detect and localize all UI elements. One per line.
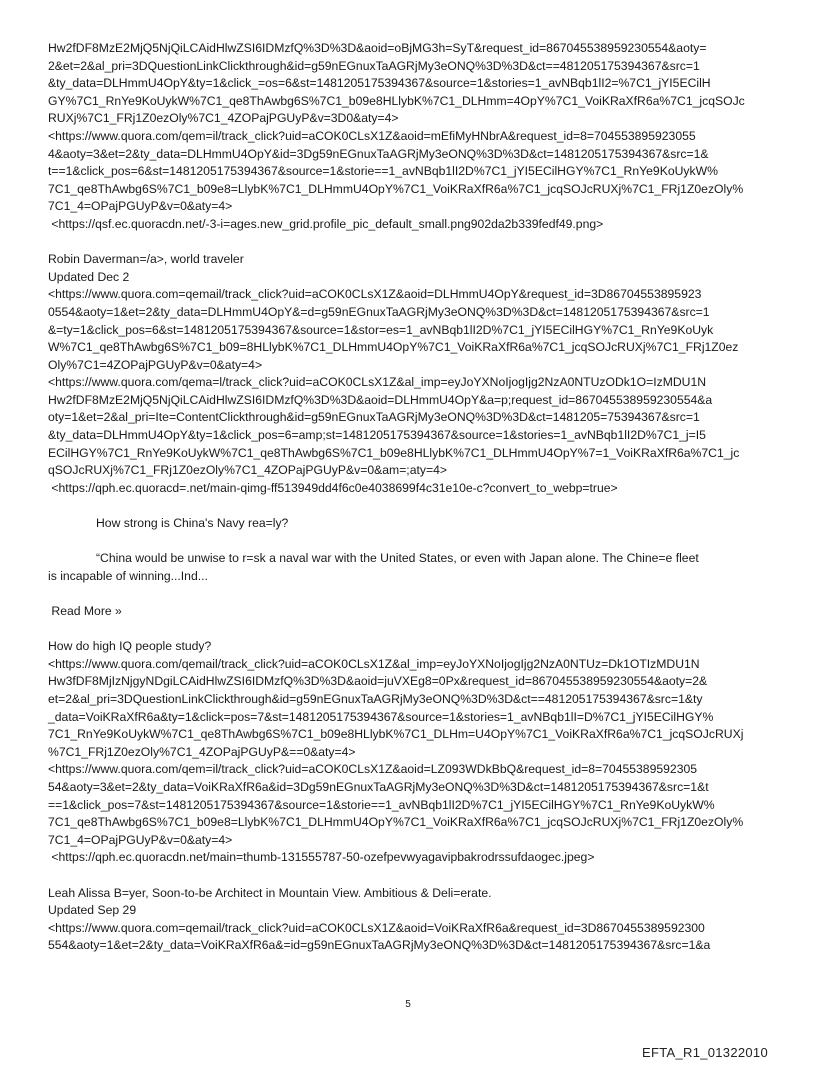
text-line: 0554&aoty=1&et=2&ty_data=DLHmmU4OpY&=d=g59nEGnuxTaAGRjMy3eONQ%3D%3D&ct=1481205175394367&src=1 xyxy=(48,304,710,319)
text-line: ==1&click_pos=7&st=1481205175394367&source=1&storie==1_avNBqb1lI2D%7C1_jYI5ECilHGY%7C1_RnYe9KoUykW% xyxy=(48,797,715,812)
text-line: Hw3fDF8MjIzNjgyNDgiLCAidHlwZSI6IDMzfQ%3D%3D&aoid=juVXEg8=0Px&request_id=867045538959230554&aoty=2& xyxy=(48,674,708,689)
blank-line xyxy=(48,533,776,551)
text-line: <https://qsf.ec.quoracdn.net/-3-i=ages.new_grid.profile_pic_default_small.png902da2b339fedf49.png> xyxy=(48,216,604,231)
text-line: et=2&al_pri=3DQuestionLinkClickthrough&id=g59nEGnuxTaAGRjMy3eONQ%3D%3D&ct==481205175394367&src=1&ty xyxy=(48,691,703,706)
blank-line xyxy=(48,497,776,515)
text-line: <https://qph.ec.quoracd=.net/main-qimg-ff513949dd4f6c0e4038699f4c31e10e-c?convert_to_webp=true> xyxy=(48,480,618,495)
text-line: W%7C1_qe8ThAwbg6S%7C1_b09=8HLlybK%7C1_DLHmmU4OpY%7C1_VoiKRaXfR6a%7C1_jcqSOJcRUXj%7C1_FRj1Z0ez xyxy=(48,340,739,355)
bates-stamp: EFTA_R1_01322010 xyxy=(642,1045,768,1060)
text-line: 2&et=2&al_pri=3DQuestionLinkClickthrough&id=g59nEGnuxTaAGRjMy3eONQ%3D%3D&ct==481205175394367&src=1 xyxy=(48,58,700,73)
text-line: <https://www.quora.com/qema=l/track_click?uid=aCOK0CLsX1Z&al_imp=eyJoYXNoIjogIjg2NzA0NTUzODk1O=IzMDU1N xyxy=(48,375,707,390)
text-line: Oly%7C1=4ZOPajPGUyP&v=0&aty=4> xyxy=(48,357,263,372)
text-line: <https://www.quora.com/qem=il/track_click?uid=aCOK0CLsX1Z&aoid=mEfiMyHNbrA&request_id=8=704553895923055 xyxy=(48,128,696,143)
text-line: t==1&click_pos=6&st=1481205175394367&source=1&storie==1_avNBqb1lI2D%7C1_jYI5ECilHGY%7C1_RnYe9KoUykW% xyxy=(48,164,718,179)
text-line: <https://www.quora.com/qem=il/track_click?uid=aCOK0CLsX1Z&aoid=LZ093WDkBbQ&request_id=8=70455389592305 xyxy=(48,762,698,777)
text-line: 4&aoty=3&et=2&ty_data=DLHmmU4OpY&id=3Dg59nEGnuxTaAGRjMy3eONQ%3D%3D&ct=1481205175394367&src=1& xyxy=(48,146,709,161)
text-line: 54&aoty=3&et=2&ty_data=VoiKRaXfR6a&id=3Dg59nEGnuxTaAGRjMy3eONQ%3D%3D&ct=1481205175394367&src=1&t xyxy=(48,779,709,794)
text-line: How strong is China's Navy rea=ly? xyxy=(96,516,289,531)
text-line: %7C1_FRj1Z0ezOly%7C1_4ZOPajPGUyP&==0&aty=4> xyxy=(48,744,356,759)
text-line: 7C1_qe8ThAwbg6S%7C1_b09e8=LlybK%7C1_DLHmmU4OpY%7C1_VoiKRaXfR6a%7C1_jcqSOJcRUXj%7C1_FRj1Z0ezOly% xyxy=(48,181,744,196)
blank-line xyxy=(48,621,776,639)
blank-line xyxy=(48,867,776,885)
blank-line xyxy=(48,234,776,252)
text-line: 7C1_qe8ThAwbg6S%7C1_b09e8=LlybK%7C1_DLHmmU4OpY%7C1_VoiKRaXfR6a%7C1_jcqSOJcRUXj%7C1_FRj1Z0ezOly% xyxy=(48,815,744,830)
blank-line xyxy=(48,585,776,603)
text-line: _data=VoiKRaXfR6a&ty=1&click=pos=7&st=1481205175394367&source=1&stories=1_avNBqb1lI=D%7C1_jYI5ECilHGY% xyxy=(48,709,714,724)
text-line: Hw2fDF8MzE2MjQ5NjQiLCAidHlwZSI6IDMzfQ%3D%3D&aoid=DLHmmU4OpY&a=p;request_id=867045538959230554&a xyxy=(48,392,713,407)
text-line: 7C1_4=OPajPGUyP&v=0&aty=4> xyxy=(48,832,233,847)
email-body-text xyxy=(48,40,776,955)
text-line: Updated Dec 2 xyxy=(48,269,130,284)
text-line: 554&aoty=1&et=2&ty_data=VoiKRaXfR6a&=id=g59nEGnuxTaAGRjMy3eONQ%3D%3D&ct=1481205175394367&src=1&a xyxy=(48,938,711,953)
text-line: How do high IQ people study? xyxy=(48,639,212,654)
text-line: Updated Sep 29 xyxy=(48,903,137,918)
text-line: <https://www.quora.com=qemail/track_click?uid=aCOK0CLsX1Z&aoid=DLHmmU4OpY&request_id=3D86704553895923 xyxy=(48,287,702,302)
page-number: 5 xyxy=(405,999,411,1010)
text-line: <https://qph.ec.quoracdn.net/main=thumb-131555787-50-ozefpevwyagavipbakrodrssufdaogec.jpeg> xyxy=(48,850,595,865)
text-line: oty=1&et=2&al_pri=Ite=ContentClickthrough&id=g59nEGnuxTaAGRjMy3eONQ%3D%3D&ct=1481205=75394367&src=1 xyxy=(48,410,700,425)
text-line: RUXj%7C1_FRj1Z0ezOly%7C1_4ZOPajPGUyP&v=3D0&aty=4> xyxy=(48,111,399,126)
text-line: “China would be unwise to r=sk a naval war with the United States, or even with Japan alone. The Chine=e fleet xyxy=(96,551,699,566)
text-line: ECilHGY%7C1_RnYe9KoUykW%7C1_qe8ThAwbg6S%7C1_b09e8HLlybK%7C1_DLHmmU4OpY%7=1_VoiKRaXfR6a%7C1_jc xyxy=(48,445,740,460)
text-line: <https://www.quora.com=qemail/track_click?uid=aCOK0CLsX1Z&aoid=VoiKRaXfR6a&request_id=3D8670455389592300 xyxy=(48,920,705,935)
text-line: &ty_data=DLHmmU4OpY&ty=1&click_=os=6&st=1481205175394367&source=1&stories=1_avNBqb1lI2=%7C1_jYI5ECilH xyxy=(48,76,711,91)
text-line: 7C1_4=OPajPGUyP&v=0&aty=4> xyxy=(48,199,233,214)
text-line: GY%7C1_RnYe9KoUykW%7C1_qe8ThAwbg6S%7C1_b09e8HLlybK%7C1_DLHmm=4OpY%7C1_VoiKRaXfR6a%7C1_jcqSOJc xyxy=(48,93,745,108)
text-line: &=ty=1&click_pos=6&st=1481205175394367&source=1&stor=es=1_avNBqb1lI2D%7C1_jYI5ECilHGY%7C1_RnYe9KoUyk xyxy=(48,322,714,337)
text-line: is incapable of winning...Ind... xyxy=(48,568,208,583)
text-line: Read More » xyxy=(48,604,122,618)
text-line: Robin Daverman=/a>, world traveler xyxy=(48,252,244,267)
text-line: qSOJcRUXj%7C1_FRj1Z0ezOly%7C1_4ZOPajPGUyP&v=0&am=;aty=4> xyxy=(48,463,447,478)
text-line: Hw2fDF8MzE2MjQ5NjQiLCAidHlwZSI6IDMzfQ%3D%3D&aoid=oBjMG3h=SyT&request_id=867045538959230554&aoty= xyxy=(48,41,707,55)
text-line: <https://www.quora.com/qemail/track_click?uid=aCOK0CLsX1Z&al_imp=eyJoYXNoIjogIjg2NzA0NTUz=Dk1OTIzMDU1N xyxy=(48,656,700,671)
text-line: &ty_data=DLHmmU4OpY&ty=1&click_pos=6=amp;st=1481205175394367&source=1&stories=1_avNBqb1lI2D%7C1_j=I5 xyxy=(48,428,706,443)
text-line: 7C1_RnYe9KoUykW%7C1_qe8ThAwbg6S%7C1_b09e8HLlybK%7C1_DLHm=U4OpY%7C1_VoiKRaXfR6a%7C1_jcqSOJcRUXj xyxy=(48,727,744,742)
text-line: Leah Alissa B=yer, Soon-to-be Architect in Mountain View. Ambitious & Deli=erate. xyxy=(48,885,492,900)
